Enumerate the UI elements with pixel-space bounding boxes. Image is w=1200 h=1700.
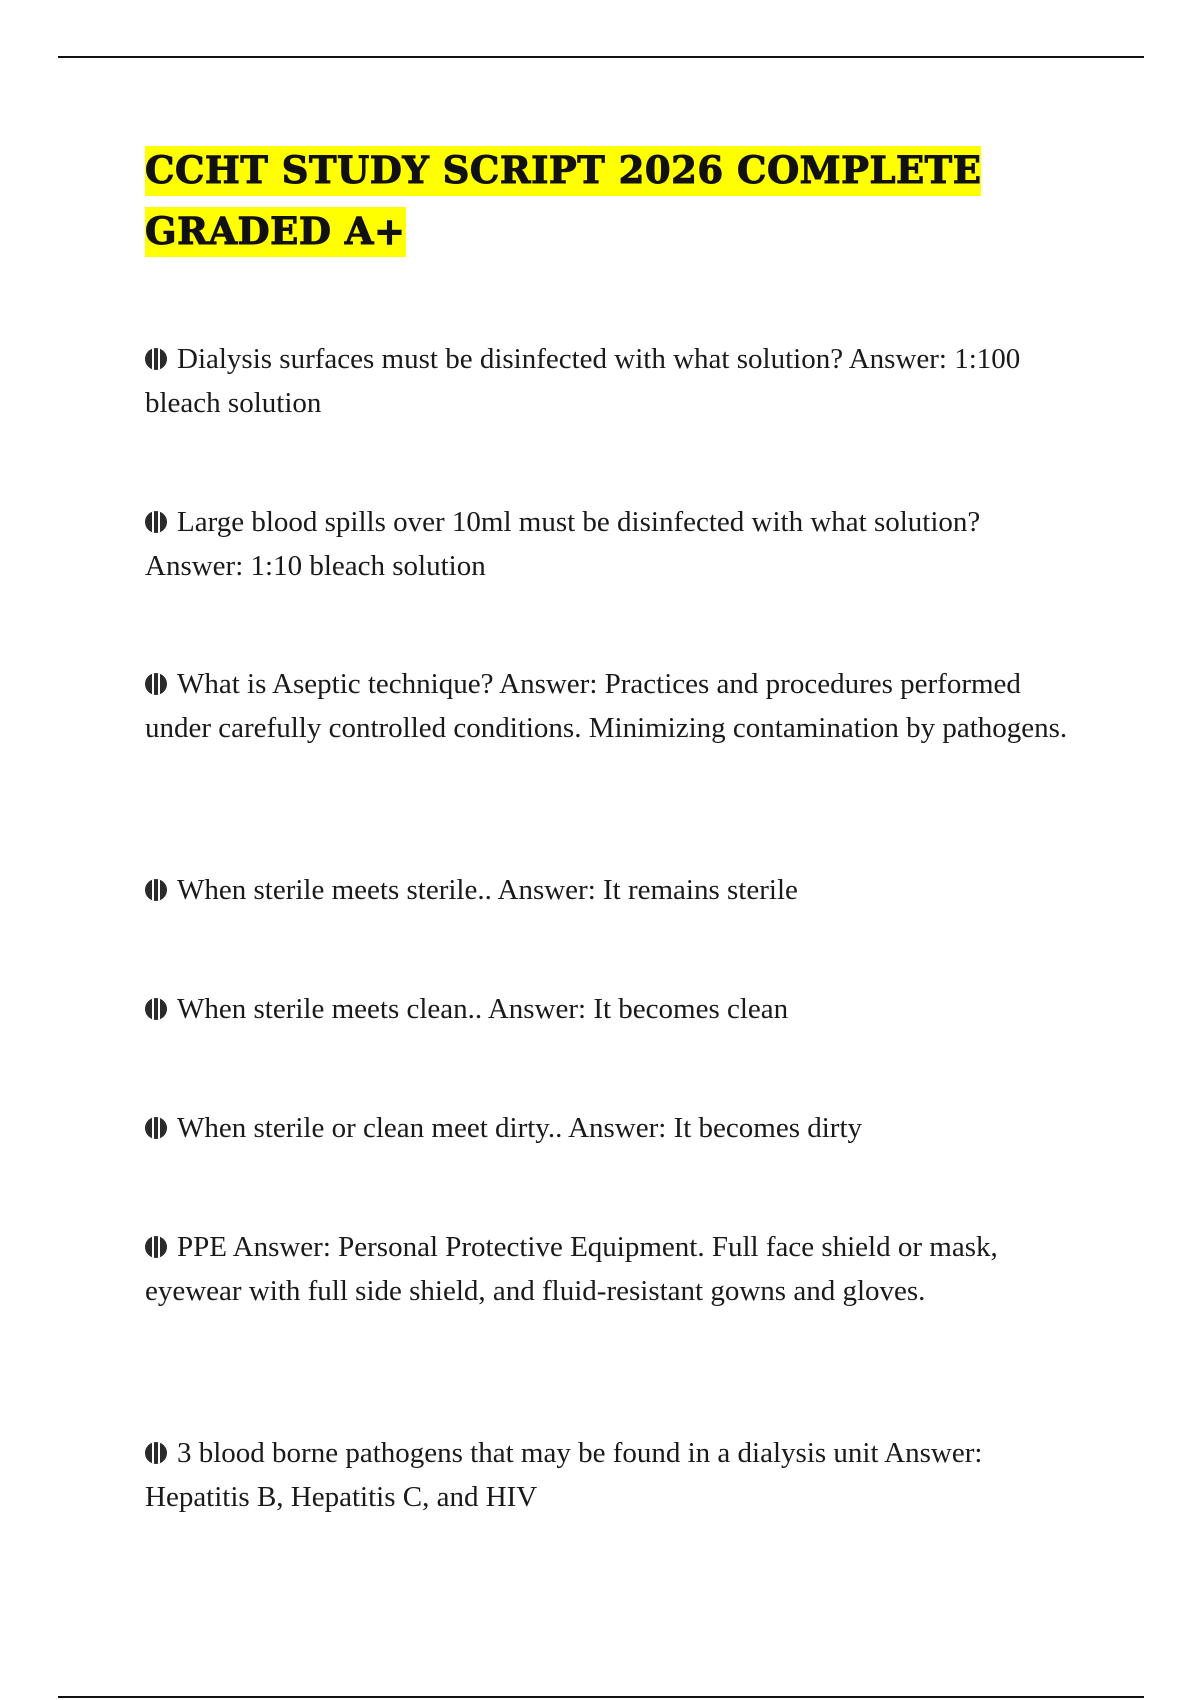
title-line-2: GRADED A+ xyxy=(145,207,406,257)
title-line-1: CCHT STUDY SCRIPT 2026 COMPLETE xyxy=(145,146,981,196)
list-item xyxy=(145,663,1075,750)
item-text: Dialysis surfaces must be disinfected with what solution? Answer: 1:100 bleach solution xyxy=(145,343,1021,419)
circle-bullet-icon xyxy=(145,1117,167,1139)
item-text: When sterile meets sterile.. Answer: It remains sterile xyxy=(177,874,798,906)
circle-bullet-icon xyxy=(145,673,167,695)
item-text: When sterile or clean meet dirty.. Answer: It becomes dirty xyxy=(177,1112,863,1144)
item-text: 3 blood borne pathogens that may be found in a dialysis unit Answer: Hepatitis B, Hepatitis C, and HIV xyxy=(145,1437,983,1513)
item-text: Large blood spills over 10ml must be disinfected with what solution? Answer: 1:10 bleach solution xyxy=(145,506,981,582)
list-item xyxy=(145,988,1075,1032)
item-text: When sterile meets clean.. Answer: It becomes clean xyxy=(177,993,789,1025)
circle-bullet-icon xyxy=(145,1442,167,1464)
item-text: PPE Answer: Personal Protective Equipment. Full face shield or mask, eyewear with full side shield, and fluid-resistant gowns and gloves. xyxy=(145,1231,998,1307)
list-item xyxy=(145,1107,1075,1151)
circle-bullet-icon xyxy=(145,1236,167,1258)
list-item xyxy=(145,1432,1075,1519)
list-item xyxy=(145,1226,1075,1313)
document-title xyxy=(145,140,1085,262)
circle-bullet-icon xyxy=(145,348,167,370)
circle-bullet-icon xyxy=(145,511,167,533)
list-item xyxy=(145,338,1075,425)
list-item xyxy=(145,869,1075,913)
circle-bullet-icon xyxy=(145,998,167,1020)
top-rule xyxy=(58,56,1144,58)
bottom-rule xyxy=(58,1696,1144,1698)
circle-bullet-icon xyxy=(145,879,167,901)
list-item xyxy=(145,501,1075,588)
item-text: What is Aseptic technique? Answer: Practices and procedures performed under carefully controlled conditions. Minimizing contamination by pathogens. xyxy=(145,668,1068,744)
